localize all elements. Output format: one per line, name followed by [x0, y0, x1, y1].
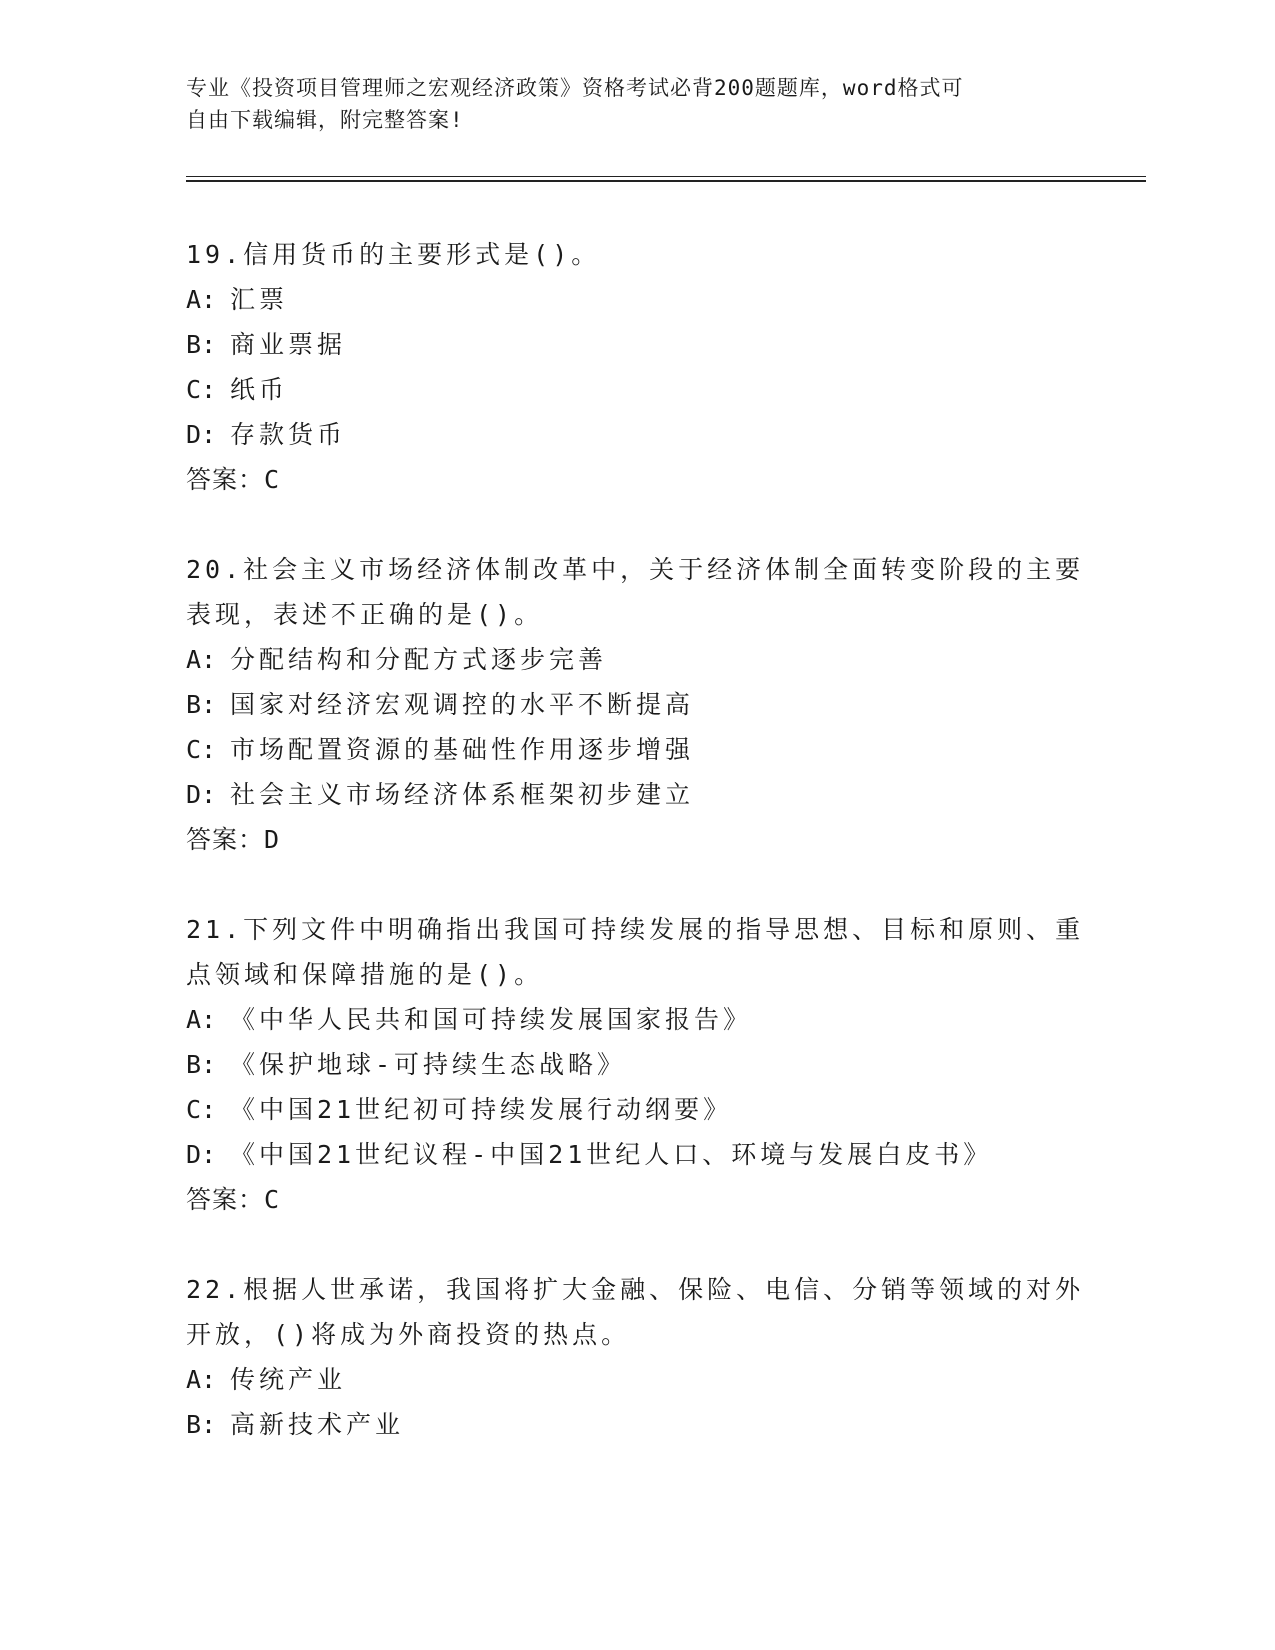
- option-b: [186, 1402, 1086, 1447]
- question-22: [186, 1267, 1086, 1447]
- question-stem: 22.根据人世承诺，我国将扩大金融、保险、电信、分销等领域的对外开放，()将成为外商投资的热点。: [186, 1275, 1085, 1349]
- header-line-2: 自由下载编辑，附完整答案!: [186, 108, 464, 132]
- option-text: 《保护地球-可持续生态战略》: [230, 1050, 627, 1079]
- question-list: [186, 232, 1086, 1492]
- option-b: [186, 1042, 1086, 1087]
- option-text: 社会主义市场经济体系框架初步建立: [230, 780, 695, 809]
- answer-text: 答案：C: [186, 465, 281, 494]
- option-text: 《中华人民共和国可持续发展国家报告》: [230, 1005, 753, 1034]
- option-b: [186, 682, 1086, 727]
- option-label: D:: [186, 1140, 217, 1169]
- option-d: [186, 1132, 1086, 1177]
- option-text: 纸币: [230, 375, 289, 404]
- option-text: 商业票据: [230, 330, 347, 359]
- header-line-1: 专业《投资项目管理师之宏观经济政策》资格考试必背200题题库，word格式可: [186, 76, 964, 100]
- option-c: [186, 367, 1086, 412]
- answer-text: 答案：C: [186, 1185, 281, 1214]
- option-label: C:: [186, 375, 217, 404]
- option-text: 《中国21世纪议程-中国21世纪人口、环境与发展白皮书》: [230, 1140, 993, 1169]
- option-text: 高新技术产业: [230, 1410, 405, 1439]
- option-label: B:: [186, 690, 217, 719]
- option-label: C:: [186, 1095, 217, 1124]
- option-label: C:: [186, 735, 217, 764]
- option-c: [186, 1087, 1086, 1132]
- question-20: [186, 547, 1086, 862]
- option-a: [186, 637, 1086, 682]
- option-text: 汇票: [230, 285, 289, 314]
- option-text: 国家对经济宏观调控的水平不断提高: [230, 690, 695, 719]
- question-stem: 21.下列文件中明确指出我国可持续发展的指导思想、目标和原则、重点领域和保障措施的是()。: [186, 915, 1085, 989]
- question-21: [186, 907, 1086, 1222]
- option-label: D:: [186, 780, 217, 809]
- document-header: [186, 72, 1066, 136]
- option-text: 市场配置资源的基础性作用逐步增强: [230, 735, 695, 764]
- option-c: [186, 727, 1086, 772]
- option-a: [186, 1357, 1086, 1402]
- answer-text: 答案：D: [186, 825, 281, 854]
- option-d: [186, 772, 1086, 817]
- option-label: B:: [186, 1050, 217, 1079]
- option-a: [186, 997, 1086, 1042]
- option-text: 分配结构和分配方式逐步完善: [230, 645, 608, 674]
- option-label: B:: [186, 330, 217, 359]
- question-stem: 20.社会主义市场经济体制改革中，关于经济体制全面转变阶段的主要表现，表述不正确的是()。: [186, 555, 1085, 629]
- question-stem: 19.信用货币的主要形式是()。: [186, 240, 601, 269]
- option-label: A:: [186, 285, 217, 314]
- header-divider: [186, 176, 1146, 182]
- option-label: D:: [186, 420, 217, 449]
- option-label: A:: [186, 1365, 217, 1394]
- question-19: [186, 232, 1086, 502]
- option-text: 存款货币: [230, 420, 347, 449]
- option-b: [186, 322, 1086, 367]
- option-label: A:: [186, 1005, 217, 1034]
- option-label: A:: [186, 645, 217, 674]
- option-a: [186, 277, 1086, 322]
- option-label: B:: [186, 1410, 217, 1439]
- option-text: 《中国21世纪初可持续发展行动纲要》: [230, 1095, 733, 1124]
- option-d: [186, 412, 1086, 457]
- option-text: 传统产业: [230, 1365, 347, 1394]
